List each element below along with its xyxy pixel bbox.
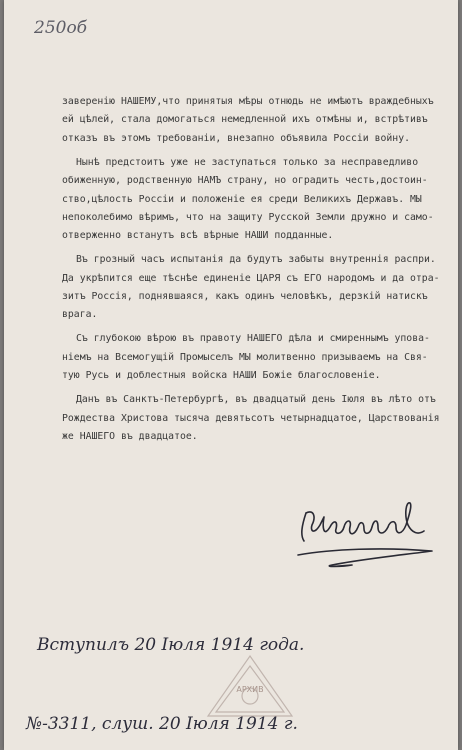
text-line: Нынѣ предстоитъ уже не заступаться только за несправедливо bbox=[76, 156, 419, 168]
page-number: 250об bbox=[34, 18, 88, 38]
text-line: Да укрѣпится еще тѣснѣе единеніе ЦАРЯ съ ЕГО народомъ и да отра- bbox=[62, 272, 440, 284]
paragraph-1 bbox=[62, 93, 452, 148]
text-line: непоколебимо вѣримъ, что на защиту Русской Земли дружно и само- bbox=[62, 211, 434, 223]
text-line: ство,цѣлость Россіи и положеніе ея среди Великихъ Державъ. МЫ bbox=[62, 193, 422, 205]
stamp-text: АРХИВ bbox=[236, 685, 264, 694]
text-line: врага. bbox=[62, 309, 98, 321]
archive-stamp bbox=[204, 652, 296, 722]
text-line: же НАШЕГО въ двадцатое. bbox=[62, 430, 198, 442]
text-line: ніемъ на Всемогущій Промыселъ МЫ молитвенно призываемъ на Свя- bbox=[62, 351, 428, 363]
paragraph-3 bbox=[62, 251, 452, 325]
text-line: отверженно встанутъ всѣ вѣрные НАШИ подданные. bbox=[62, 230, 334, 242]
text-line: зитъ Россія, поднявшаяся, какъ одинъ человѣкъ, дерзкій натискъ bbox=[62, 291, 428, 303]
paragraph-2 bbox=[62, 154, 452, 246]
text-line: Данъ въ Санктъ-Петербургѣ, въ двадцатый день Іюля въ лѣто отъ bbox=[76, 394, 436, 406]
text-line: обиженную, родственную НАМЪ страну, но оградить честь,достоин- bbox=[62, 175, 428, 187]
paragraph-4 bbox=[62, 330, 452, 385]
registration-note: №-3311, слуш. 20 Іюля 1914 г. bbox=[26, 714, 298, 734]
received-note: Вступилъ 20 Іюля 1914 года. bbox=[37, 635, 305, 655]
text-line: Въ грозный часъ испытанія да будутъ забыты внутреннія распри. bbox=[76, 254, 436, 266]
text-line: заверенію НАШЕМУ,что принятыя мѣры отнюдь не имѣютъ враждебныхъ bbox=[62, 96, 434, 107]
text-line: тую Русь и доблестныя войска НАШИ Божіе благословеніе. bbox=[62, 370, 381, 382]
signature-image bbox=[292, 495, 442, 575]
text-line: отказъ въ этомъ требованіи, внезапно объявила Россіи войну. bbox=[62, 132, 410, 144]
paragraph-5 bbox=[62, 391, 452, 446]
document-page bbox=[4, 0, 458, 750]
text-line: Съ глубокою вѣрою въ правоту НАШЕГО дѣла и смиреннымъ упова- bbox=[76, 333, 430, 345]
manifesto-text bbox=[62, 93, 452, 446]
text-line: Рождества Христова тысяча девятьсотъ четырнадцатое, Царствованія bbox=[62, 412, 440, 424]
text-line: ей цѣлей, стала домогаться немедленной ихъ отмѣны и, встрѣтивъ bbox=[62, 114, 428, 126]
